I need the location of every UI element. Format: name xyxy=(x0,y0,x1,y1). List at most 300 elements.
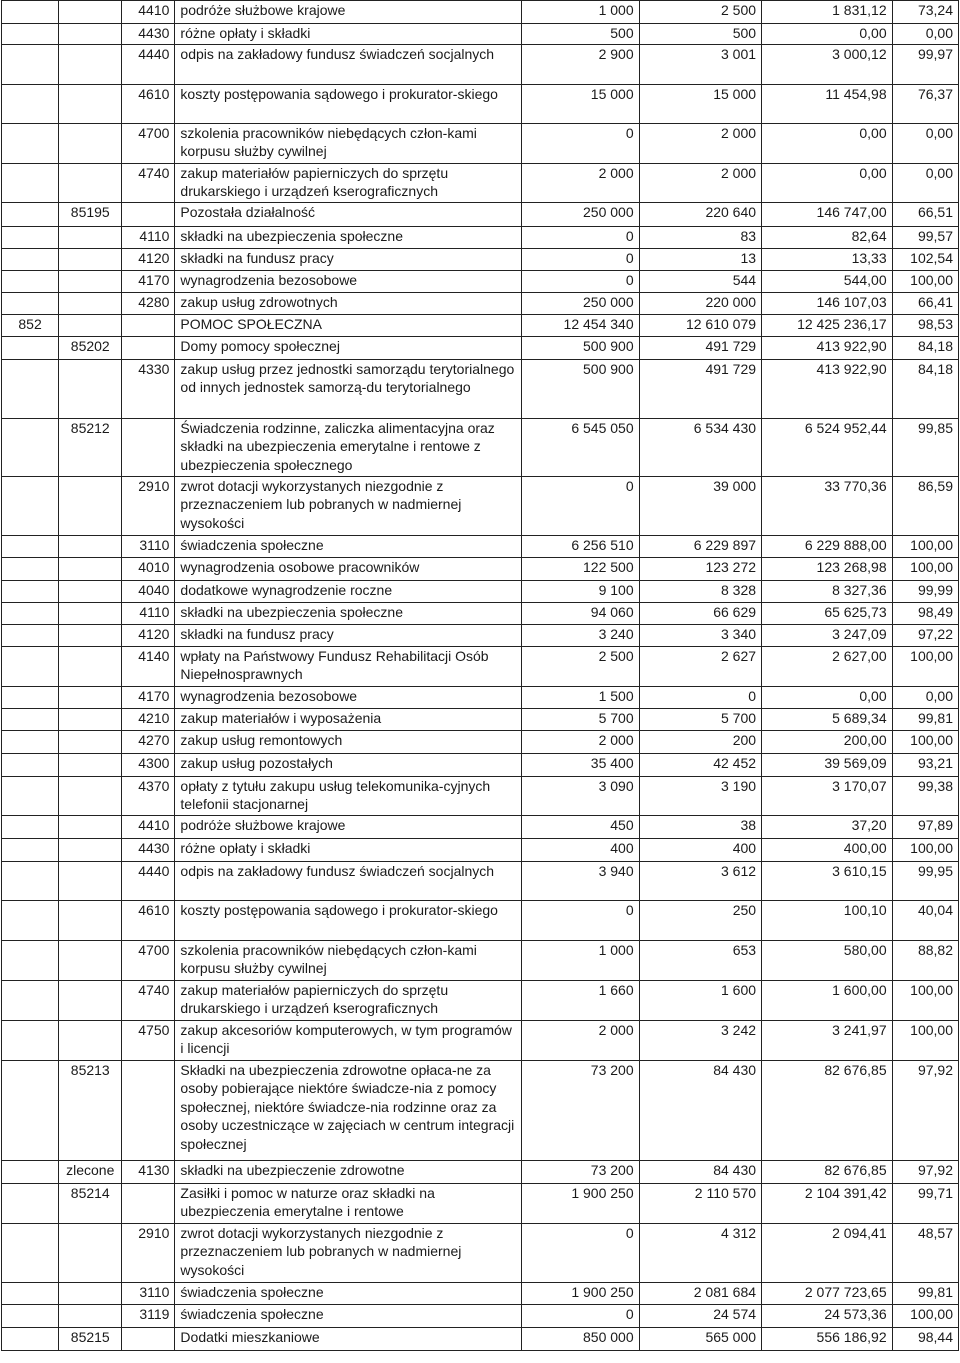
plan-after-changes: 220 000 xyxy=(639,293,761,315)
chapter-code xyxy=(59,816,122,839)
execution-percent: 97,92 xyxy=(892,1161,958,1184)
chapter-code xyxy=(59,1283,122,1305)
table-row xyxy=(2,1305,959,1328)
execution-percent: 0,00 xyxy=(892,687,958,709)
execution-percent: 98,53 xyxy=(892,315,958,337)
division-code xyxy=(2,536,59,558)
plan-amount: 15 000 xyxy=(522,85,639,124)
plan-after-changes: 4 312 xyxy=(639,1224,761,1283)
item-name: odpis na zakładowy fundusz świadczeń socjalnych xyxy=(175,862,522,901)
paragraph-code: 2910 xyxy=(122,1224,175,1283)
plan-after-changes: 3 242 xyxy=(639,1021,761,1061)
item-name: zakup usług zdrowotnych xyxy=(175,293,522,315)
plan-after-changes: 84 430 xyxy=(639,1061,761,1161)
division-code xyxy=(2,558,59,581)
paragraph-code: 4440 xyxy=(122,45,175,85)
division-code xyxy=(2,271,59,293)
execution-percent: 99,38 xyxy=(892,777,958,816)
division-code xyxy=(2,1328,59,1351)
plan-amount: 6 256 510 xyxy=(522,536,639,558)
table-row xyxy=(2,687,959,709)
plan-amount: 3 090 xyxy=(522,777,639,816)
chapter-code xyxy=(59,581,122,603)
execution-amount: 580,00 xyxy=(762,941,893,981)
item-name: zakup usług remontowych xyxy=(175,731,522,754)
chapter-code xyxy=(59,603,122,625)
execution-percent: 84,18 xyxy=(892,337,958,360)
budget-table-body xyxy=(2,1,959,1351)
plan-amount: 3 940 xyxy=(522,862,639,901)
table-row xyxy=(2,603,959,625)
item-name: składki na fundusz pracy xyxy=(175,249,522,271)
plan-amount: 73 200 xyxy=(522,1161,639,1184)
division-code xyxy=(2,85,59,124)
item-name: zakup usług przez jednostki samorządu terytorialnego od innych jednostek samorzą-du terytorialnego xyxy=(175,360,522,419)
item-name: opłaty z tytułu zakupu usług telekomunika-cyjnych telefonii stacjonarnej xyxy=(175,777,522,816)
paragraph-code: 4430 xyxy=(122,24,175,45)
chapter-code xyxy=(59,1021,122,1061)
item-name: zakup usług pozostałych xyxy=(175,754,522,777)
table-row xyxy=(2,1061,959,1161)
execution-percent: 88,82 xyxy=(892,941,958,981)
execution-amount: 3 610,15 xyxy=(762,862,893,901)
execution-percent: 40,04 xyxy=(892,901,958,941)
division-code xyxy=(2,477,59,536)
chapter-code xyxy=(59,941,122,981)
item-name: składki na ubezpieczenia społeczne xyxy=(175,603,522,625)
chapter-code xyxy=(59,45,122,85)
division-code xyxy=(2,901,59,941)
paragraph-code xyxy=(122,1184,175,1224)
item-name: zakup materiałów i wyposażenia xyxy=(175,709,522,731)
plan-amount: 0 xyxy=(522,227,639,249)
plan-amount: 500 xyxy=(522,24,639,45)
execution-percent: 98,49 xyxy=(892,603,958,625)
execution-percent: 0,00 xyxy=(892,24,958,45)
item-name: wynagrodzenia bezosobowe xyxy=(175,687,522,709)
plan-after-changes: 250 xyxy=(639,901,761,941)
plan-after-changes: 2 000 xyxy=(639,124,761,164)
execution-percent: 97,92 xyxy=(892,1061,958,1161)
item-name: składki na ubezpieczenie zdrowotne xyxy=(175,1161,522,1184)
execution-amount: 2 077 723,65 xyxy=(762,1283,893,1305)
chapter-code xyxy=(59,124,122,164)
paragraph-code xyxy=(122,337,175,360)
division-code xyxy=(2,816,59,839)
item-name: zwrot dotacji wykorzystanych niezgodnie z przeznaczeniem lub pobranych w nadmiernej wysokości xyxy=(175,1224,522,1283)
execution-amount: 2 104 391,42 xyxy=(762,1184,893,1224)
plan-after-changes: 2 627 xyxy=(639,647,761,687)
plan-amount: 2 900 xyxy=(522,45,639,85)
execution-amount: 39 569,09 xyxy=(762,754,893,777)
paragraph-code: 4170 xyxy=(122,271,175,293)
execution-percent: 99,57 xyxy=(892,227,958,249)
division-code xyxy=(2,1,59,24)
plan-after-changes: 653 xyxy=(639,941,761,981)
execution-percent: 100,00 xyxy=(892,647,958,687)
plan-amount: 2 000 xyxy=(522,1021,639,1061)
chapter-code xyxy=(59,164,122,203)
plan-amount: 0 xyxy=(522,249,639,271)
plan-amount: 0 xyxy=(522,271,639,293)
execution-amount: 0,00 xyxy=(762,24,893,45)
chapter-code xyxy=(59,901,122,941)
division-code xyxy=(2,1061,59,1161)
execution-amount: 544,00 xyxy=(762,271,893,293)
table-row xyxy=(2,24,959,45)
table-row xyxy=(2,777,959,816)
paragraph-code: 4110 xyxy=(122,227,175,249)
plan-amount: 94 060 xyxy=(522,603,639,625)
execution-percent: 0,00 xyxy=(892,164,958,203)
plan-after-changes: 2 081 684 xyxy=(639,1283,761,1305)
item-name: podróże służbowe krajowe xyxy=(175,1,522,24)
plan-after-changes: 2 000 xyxy=(639,164,761,203)
execution-amount: 24 573,36 xyxy=(762,1305,893,1328)
execution-amount: 0,00 xyxy=(762,164,893,203)
plan-after-changes: 42 452 xyxy=(639,754,761,777)
plan-amount: 1 900 250 xyxy=(522,1283,639,1305)
division-code xyxy=(2,249,59,271)
table-row xyxy=(2,1,959,24)
plan-amount: 0 xyxy=(522,1224,639,1283)
plan-amount: 2 000 xyxy=(522,164,639,203)
division-code xyxy=(2,419,59,477)
execution-amount: 146 107,03 xyxy=(762,293,893,315)
table-row xyxy=(2,45,959,85)
chapter-code xyxy=(59,839,122,862)
plan-after-changes: 2 110 570 xyxy=(639,1184,761,1224)
execution-amount: 3 247,09 xyxy=(762,625,893,647)
paragraph-code: 4130 xyxy=(122,1161,175,1184)
item-name: szkolenia pracowników niebędących człon-kami korpusu służby cywilnej xyxy=(175,124,522,164)
execution-percent: 100,00 xyxy=(892,1305,958,1328)
execution-amount: 82,64 xyxy=(762,227,893,249)
plan-amount: 400 xyxy=(522,839,639,862)
division-code xyxy=(2,164,59,203)
division-code xyxy=(2,581,59,603)
plan-after-changes: 544 xyxy=(639,271,761,293)
execution-amount: 1 831,12 xyxy=(762,1,893,24)
table-row xyxy=(2,839,959,862)
execution-percent: 99,71 xyxy=(892,1184,958,1224)
paragraph-code: 4700 xyxy=(122,941,175,981)
execution-percent: 66,41 xyxy=(892,293,958,315)
item-name: szkolenia pracowników niebędących człon-kami korpusu służby cywilnej xyxy=(175,941,522,981)
execution-percent: 100,00 xyxy=(892,731,958,754)
plan-after-changes: 220 640 xyxy=(639,203,761,227)
plan-after-changes: 84 430 xyxy=(639,1161,761,1184)
execution-amount: 6 524 952,44 xyxy=(762,419,893,477)
chapter-code: 85195 xyxy=(59,203,122,227)
execution-percent: 97,89 xyxy=(892,816,958,839)
paragraph-code: 4210 xyxy=(122,709,175,731)
plan-after-changes: 500 xyxy=(639,24,761,45)
execution-amount: 123 268,98 xyxy=(762,558,893,581)
division-code xyxy=(2,1021,59,1061)
item-name: Pozostała działalność xyxy=(175,203,522,227)
execution-amount: 400,00 xyxy=(762,839,893,862)
item-name: wynagrodzenia osobowe pracowników xyxy=(175,558,522,581)
paragraph-code: 4750 xyxy=(122,1021,175,1061)
execution-amount: 33 770,36 xyxy=(762,477,893,536)
item-name: zakup materiałów papierniczych do sprzętu drukarskiego i urządzeń kserograficznych xyxy=(175,164,522,203)
table-row xyxy=(2,477,959,536)
table-row xyxy=(2,1328,959,1351)
execution-amount: 2 627,00 xyxy=(762,647,893,687)
chapter-code xyxy=(59,24,122,45)
paragraph-code: 4740 xyxy=(122,981,175,1021)
table-row xyxy=(2,1224,959,1283)
chapter-code xyxy=(59,227,122,249)
division-code xyxy=(2,981,59,1021)
item-name: zakup akcesoriów komputerowych, w tym programów i licencji xyxy=(175,1021,522,1061)
execution-percent: 99,97 xyxy=(892,45,958,85)
plan-amount: 6 545 050 xyxy=(522,419,639,477)
table-row xyxy=(2,164,959,203)
plan-after-changes: 38 xyxy=(639,816,761,839)
division-code xyxy=(2,862,59,901)
division-code xyxy=(2,839,59,862)
plan-amount: 1 660 xyxy=(522,981,639,1021)
execution-percent: 99,99 xyxy=(892,581,958,603)
plan-amount: 5 700 xyxy=(522,709,639,731)
plan-amount: 1 000 xyxy=(522,1,639,24)
plan-after-changes: 400 xyxy=(639,839,761,862)
item-name: Domy pomocy społecznej xyxy=(175,337,522,360)
execution-percent: 98,44 xyxy=(892,1328,958,1351)
plan-after-changes: 5 700 xyxy=(639,709,761,731)
plan-after-changes: 491 729 xyxy=(639,360,761,419)
division-code xyxy=(2,203,59,227)
execution-percent: 99,81 xyxy=(892,709,958,731)
item-name: koszty postępowania sądowego i prokurator-skiego xyxy=(175,901,522,941)
paragraph-code: 3119 xyxy=(122,1305,175,1328)
execution-amount: 8 327,36 xyxy=(762,581,893,603)
chapter-code xyxy=(59,862,122,901)
paragraph-code xyxy=(122,315,175,337)
plan-amount: 0 xyxy=(522,124,639,164)
execution-percent: 100,00 xyxy=(892,536,958,558)
plan-after-changes: 24 574 xyxy=(639,1305,761,1328)
execution-amount: 0,00 xyxy=(762,124,893,164)
table-row xyxy=(2,581,959,603)
table-row xyxy=(2,901,959,941)
plan-amount: 250 000 xyxy=(522,203,639,227)
division-code xyxy=(2,24,59,45)
chapter-code: 85212 xyxy=(59,419,122,477)
execution-percent: 66,51 xyxy=(892,203,958,227)
plan-after-changes: 565 000 xyxy=(639,1328,761,1351)
plan-amount: 500 900 xyxy=(522,337,639,360)
plan-amount: 9 100 xyxy=(522,581,639,603)
paragraph-code: 4120 xyxy=(122,625,175,647)
paragraph-code: 4040 xyxy=(122,581,175,603)
division-code xyxy=(2,124,59,164)
chapter-code xyxy=(59,293,122,315)
table-row xyxy=(2,203,959,227)
plan-amount: 1 900 250 xyxy=(522,1184,639,1224)
paragraph-code: 4370 xyxy=(122,777,175,816)
paragraph-code: 3110 xyxy=(122,1283,175,1305)
chapter-code xyxy=(59,777,122,816)
paragraph-code: 2910 xyxy=(122,477,175,536)
plan-amount: 0 xyxy=(522,477,639,536)
paragraph-code: 4430 xyxy=(122,839,175,862)
plan-amount: 250 000 xyxy=(522,293,639,315)
paragraph-code xyxy=(122,1328,175,1351)
table-row xyxy=(2,754,959,777)
item-name: świadczenia społeczne xyxy=(175,1283,522,1305)
table-row xyxy=(2,625,959,647)
item-name: składki na fundusz pracy xyxy=(175,625,522,647)
plan-after-changes: 12 610 079 xyxy=(639,315,761,337)
execution-amount: 82 676,85 xyxy=(762,1161,893,1184)
paragraph-code: 4740 xyxy=(122,164,175,203)
table-row xyxy=(2,249,959,271)
execution-percent: 86,59 xyxy=(892,477,958,536)
division-code xyxy=(2,941,59,981)
paragraph-code: 4410 xyxy=(122,1,175,24)
item-name: podróże służbowe krajowe xyxy=(175,816,522,839)
execution-amount: 37,20 xyxy=(762,816,893,839)
execution-percent: 99,85 xyxy=(892,419,958,477)
plan-after-changes: 1 600 xyxy=(639,981,761,1021)
execution-percent: 48,57 xyxy=(892,1224,958,1283)
paragraph-code: 4700 xyxy=(122,124,175,164)
plan-after-changes: 39 000 xyxy=(639,477,761,536)
chapter-code: 85202 xyxy=(59,337,122,360)
paragraph-code xyxy=(122,203,175,227)
plan-after-changes: 200 xyxy=(639,731,761,754)
execution-percent: 100,00 xyxy=(892,1021,958,1061)
chapter-code xyxy=(59,249,122,271)
execution-amount: 146 747,00 xyxy=(762,203,893,227)
table-row xyxy=(2,647,959,687)
execution-amount: 65 625,73 xyxy=(762,603,893,625)
table-row xyxy=(2,981,959,1021)
paragraph-code: 4120 xyxy=(122,249,175,271)
chapter-code xyxy=(59,981,122,1021)
division-code xyxy=(2,603,59,625)
item-name: POMOC SPOŁECZNA xyxy=(175,315,522,337)
execution-amount: 5 689,34 xyxy=(762,709,893,731)
execution-percent: 99,95 xyxy=(892,862,958,901)
plan-after-changes: 123 272 xyxy=(639,558,761,581)
execution-percent: 76,37 xyxy=(892,85,958,124)
plan-amount: 1 000 xyxy=(522,941,639,981)
item-name: różne opłaty i składki xyxy=(175,24,522,45)
chapter-code xyxy=(59,754,122,777)
item-name: świadczenia społeczne xyxy=(175,536,522,558)
item-name: Dodatki mieszkaniowe xyxy=(175,1328,522,1351)
plan-amount: 3 240 xyxy=(522,625,639,647)
chapter-code: 85214 xyxy=(59,1184,122,1224)
division-code xyxy=(2,293,59,315)
chapter-code xyxy=(59,625,122,647)
table-row xyxy=(2,124,959,164)
execution-amount: 413 922,90 xyxy=(762,337,893,360)
execution-amount: 11 454,98 xyxy=(762,85,893,124)
plan-amount: 2 000 xyxy=(522,731,639,754)
plan-amount: 0 xyxy=(522,901,639,941)
execution-percent: 73,24 xyxy=(892,1,958,24)
execution-percent: 100,00 xyxy=(892,271,958,293)
chapter-code xyxy=(59,315,122,337)
chapter-code xyxy=(59,1224,122,1283)
table-row xyxy=(2,1283,959,1305)
division-code xyxy=(2,1224,59,1283)
table-row xyxy=(2,85,959,124)
chapter-code xyxy=(59,536,122,558)
division-code xyxy=(2,731,59,754)
paragraph-code: 4280 xyxy=(122,293,175,315)
chapter-code xyxy=(59,477,122,536)
execution-percent: 0,00 xyxy=(892,124,958,164)
paragraph-code: 4110 xyxy=(122,603,175,625)
plan-amount: 122 500 xyxy=(522,558,639,581)
division-code xyxy=(2,227,59,249)
item-name: świadczenia społeczne xyxy=(175,1305,522,1328)
execution-percent: 100,00 xyxy=(892,839,958,862)
table-row xyxy=(2,558,959,581)
plan-after-changes: 3 340 xyxy=(639,625,761,647)
plan-after-changes: 3 001 xyxy=(639,45,761,85)
item-name: różne opłaty i składki xyxy=(175,839,522,862)
table-row xyxy=(2,227,959,249)
item-name: wynagrodzenia bezosobowe xyxy=(175,271,522,293)
paragraph-code: 3110 xyxy=(122,536,175,558)
division-code xyxy=(2,45,59,85)
plan-after-changes: 66 629 xyxy=(639,603,761,625)
execution-amount: 413 922,90 xyxy=(762,360,893,419)
paragraph-code: 4010 xyxy=(122,558,175,581)
paragraph-code xyxy=(122,419,175,477)
table-row xyxy=(2,337,959,360)
chapter-code xyxy=(59,709,122,731)
item-name: dodatkowe wynagrodzenie roczne xyxy=(175,581,522,603)
table-row xyxy=(2,731,959,754)
execution-percent: 93,21 xyxy=(892,754,958,777)
chapter-code xyxy=(59,271,122,293)
division-code xyxy=(2,647,59,687)
table-row xyxy=(2,1021,959,1061)
execution-amount: 13,33 xyxy=(762,249,893,271)
table-row xyxy=(2,816,959,839)
item-name: Świadczenia rodzinne, zaliczka alimentacyjna oraz składki na ubezpieczenia emerytalne i rentowe z ubezpieczenia społecznego xyxy=(175,419,522,477)
item-name: zakup materiałów papierniczych do sprzętu drukarskiego i urządzeń kserograficznych xyxy=(175,981,522,1021)
item-name: składki na ubezpieczenia społeczne xyxy=(175,227,522,249)
table-row xyxy=(2,419,959,477)
plan-amount: 73 200 xyxy=(522,1061,639,1161)
paragraph-code: 4610 xyxy=(122,901,175,941)
chapter-code xyxy=(59,1,122,24)
division-code xyxy=(2,754,59,777)
execution-percent: 100,00 xyxy=(892,558,958,581)
execution-amount: 556 186,92 xyxy=(762,1328,893,1351)
plan-amount: 450 xyxy=(522,816,639,839)
item-name: Składki na ubezpieczenia zdrowotne opłaca-ne za osoby pobierające niektóre świadcze-nia z pomocy społecznej, niektóre świadcze-nia rodzinne oraz za osoby uczestniczące w zajęciach w centrum integracji społecznej xyxy=(175,1061,522,1161)
plan-after-changes: 3 190 xyxy=(639,777,761,816)
division-code xyxy=(2,1184,59,1224)
chapter-code xyxy=(59,360,122,419)
division-code: 852 xyxy=(2,315,59,337)
execution-amount: 0,00 xyxy=(762,687,893,709)
division-code xyxy=(2,1161,59,1184)
table-row xyxy=(2,315,959,337)
chapter-code xyxy=(59,647,122,687)
execution-percent: 97,22 xyxy=(892,625,958,647)
